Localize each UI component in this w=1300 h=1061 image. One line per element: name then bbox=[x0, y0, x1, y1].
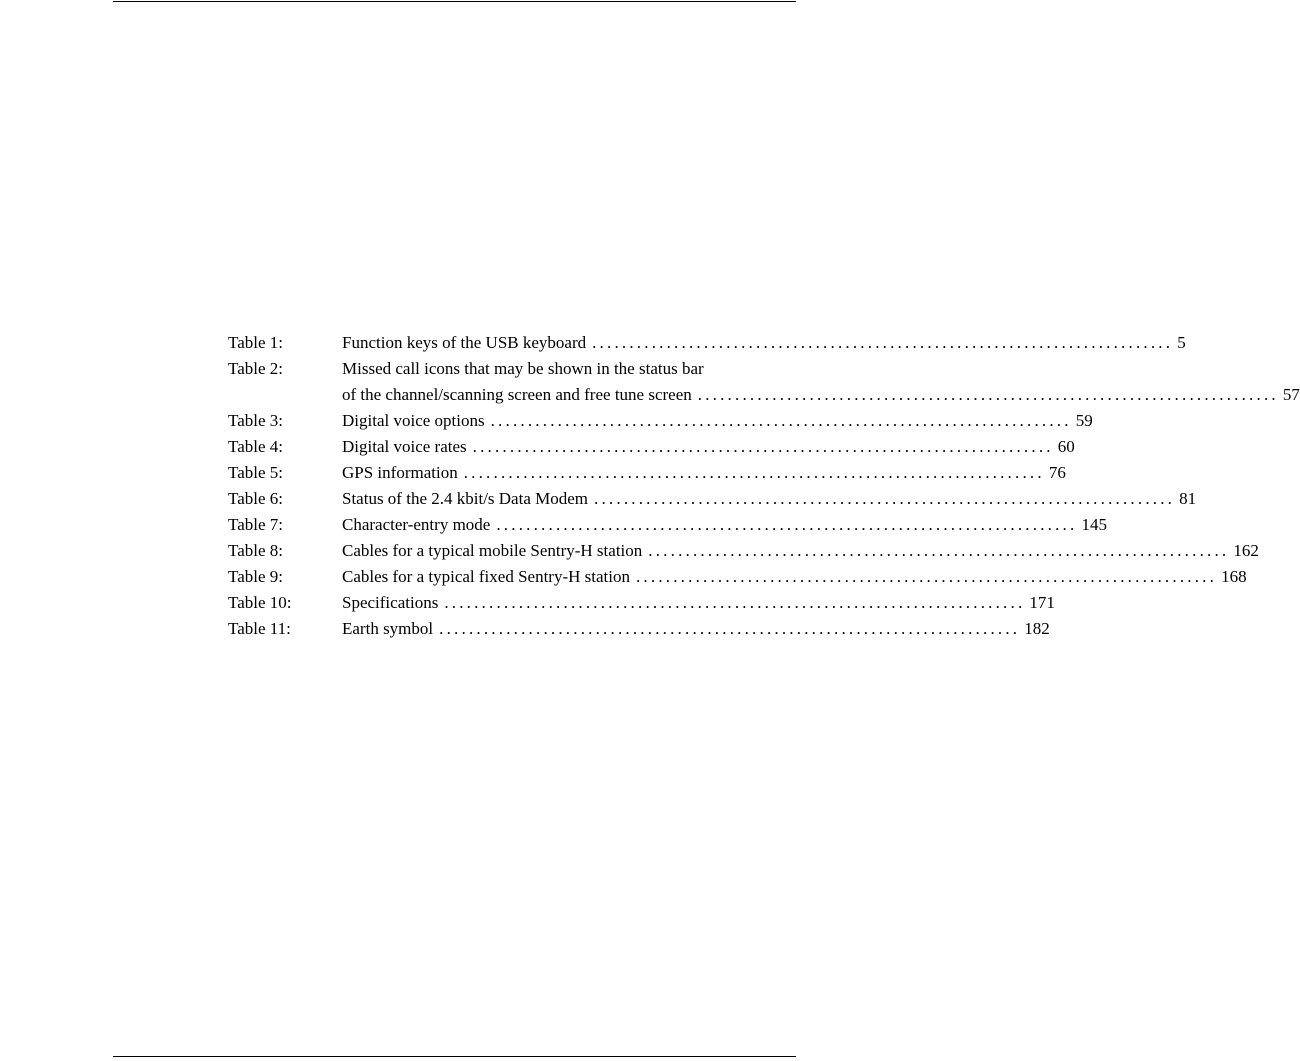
toc-entry-page: 145 bbox=[1081, 515, 1107, 534]
toc-entry-table-11[interactable] bbox=[228, 616, 1050, 642]
toc-entry-page: 76 bbox=[1048, 463, 1066, 482]
toc-entry-page: 59 bbox=[1075, 411, 1093, 430]
toc-dot-leader: .............................................................................. bbox=[472, 437, 1054, 456]
toc-entry-label: Table 8: bbox=[228, 541, 283, 560]
toc-entry-label: Table 11: bbox=[228, 619, 291, 638]
toc-entry-table-7[interactable] bbox=[228, 512, 1107, 538]
toc-entry-label: Table 4: bbox=[228, 437, 283, 456]
toc-entry-title: Specifications bbox=[342, 593, 439, 612]
toc-entry-title: Earth symbol bbox=[342, 619, 434, 638]
toc-entry-page: 171 bbox=[1029, 593, 1055, 612]
toc-entry-label: Table 2: bbox=[228, 359, 283, 378]
toc-entry-table-5[interactable] bbox=[228, 460, 1066, 486]
toc-entry-title: Status of the 2.4 kbit/s Data Modem bbox=[342, 489, 589, 508]
toc-entry-page: 57 bbox=[1282, 385, 1300, 404]
toc-entry-table-6[interactable] bbox=[228, 486, 1197, 512]
toc-entry-table-1[interactable] bbox=[228, 330, 1186, 356]
toc-entry-label: Table 10: bbox=[228, 593, 292, 612]
toc-dot-leader: .............................................................................. bbox=[439, 619, 1021, 638]
toc-dot-leader: .............................................................................. bbox=[648, 541, 1230, 560]
toc-dot-leader: .............................................................................. bbox=[635, 567, 1218, 586]
toc-entry-label: Table 9: bbox=[228, 567, 283, 586]
toc-entry-table-10[interactable] bbox=[228, 590, 1055, 616]
toc-entry-page: 162 bbox=[1233, 541, 1259, 560]
toc-entry-table-8[interactable] bbox=[228, 538, 1259, 564]
toc-dot-leader: .............................................................................. bbox=[697, 385, 1279, 404]
toc-dot-leader: .............................................................................. bbox=[594, 489, 1176, 508]
toc-entry-title: Digital voice rates bbox=[342, 437, 467, 456]
toc-entry-title: Digital voice options bbox=[342, 411, 485, 430]
toc-dot-leader: .............................................................................. bbox=[444, 593, 1026, 612]
toc-entry-page: 168 bbox=[1221, 567, 1247, 586]
toc-entry-table-2[interactable] bbox=[228, 356, 1300, 408]
toc-entry-page: 81 bbox=[1179, 489, 1197, 508]
toc-dot-leader: .............................................................................. bbox=[496, 515, 1078, 534]
toc-entry-label: Table 6: bbox=[228, 489, 283, 508]
toc-entry-page: 60 bbox=[1057, 437, 1075, 456]
toc-dot-leader: .............................................................................. bbox=[592, 333, 1174, 352]
toc-entry-label: Table 5: bbox=[228, 463, 283, 482]
toc-entry-title: Cables for a typical mobile Sentry-H station bbox=[342, 541, 643, 560]
list-of-tables bbox=[228, 330, 1300, 642]
toc-entry-title: of the channel/scanning screen and free tune screen bbox=[342, 385, 692, 404]
toc-entry-table-4[interactable] bbox=[228, 434, 1075, 460]
toc-entry-table-3[interactable] bbox=[228, 408, 1093, 434]
toc-entry-page: 5 bbox=[1177, 333, 1186, 352]
footer-rule bbox=[113, 1056, 796, 1057]
toc-dot-leader: .............................................................................. bbox=[490, 411, 1072, 430]
toc-entry-table-9[interactable] bbox=[228, 564, 1247, 590]
toc-dot-leader: .............................................................................. bbox=[463, 463, 1045, 482]
toc-entry-title: GPS information bbox=[342, 463, 458, 482]
header-rule bbox=[113, 1, 796, 2]
toc-entry-label: Table 1: bbox=[228, 333, 283, 352]
toc-entry-title-first-line: Missed call icons that may be shown in the status bar bbox=[342, 359, 704, 378]
toc-entry-page: 182 bbox=[1024, 619, 1050, 638]
toc-entry-label: Table 3: bbox=[228, 411, 283, 430]
toc-entry-label: Table 7: bbox=[228, 515, 283, 534]
toc-entry-title: Function keys of the USB keyboard bbox=[342, 333, 587, 352]
toc-entry-title: Cables for a typical fixed Sentry-H station bbox=[342, 567, 630, 586]
toc-entry-title: Character-entry mode bbox=[342, 515, 491, 534]
